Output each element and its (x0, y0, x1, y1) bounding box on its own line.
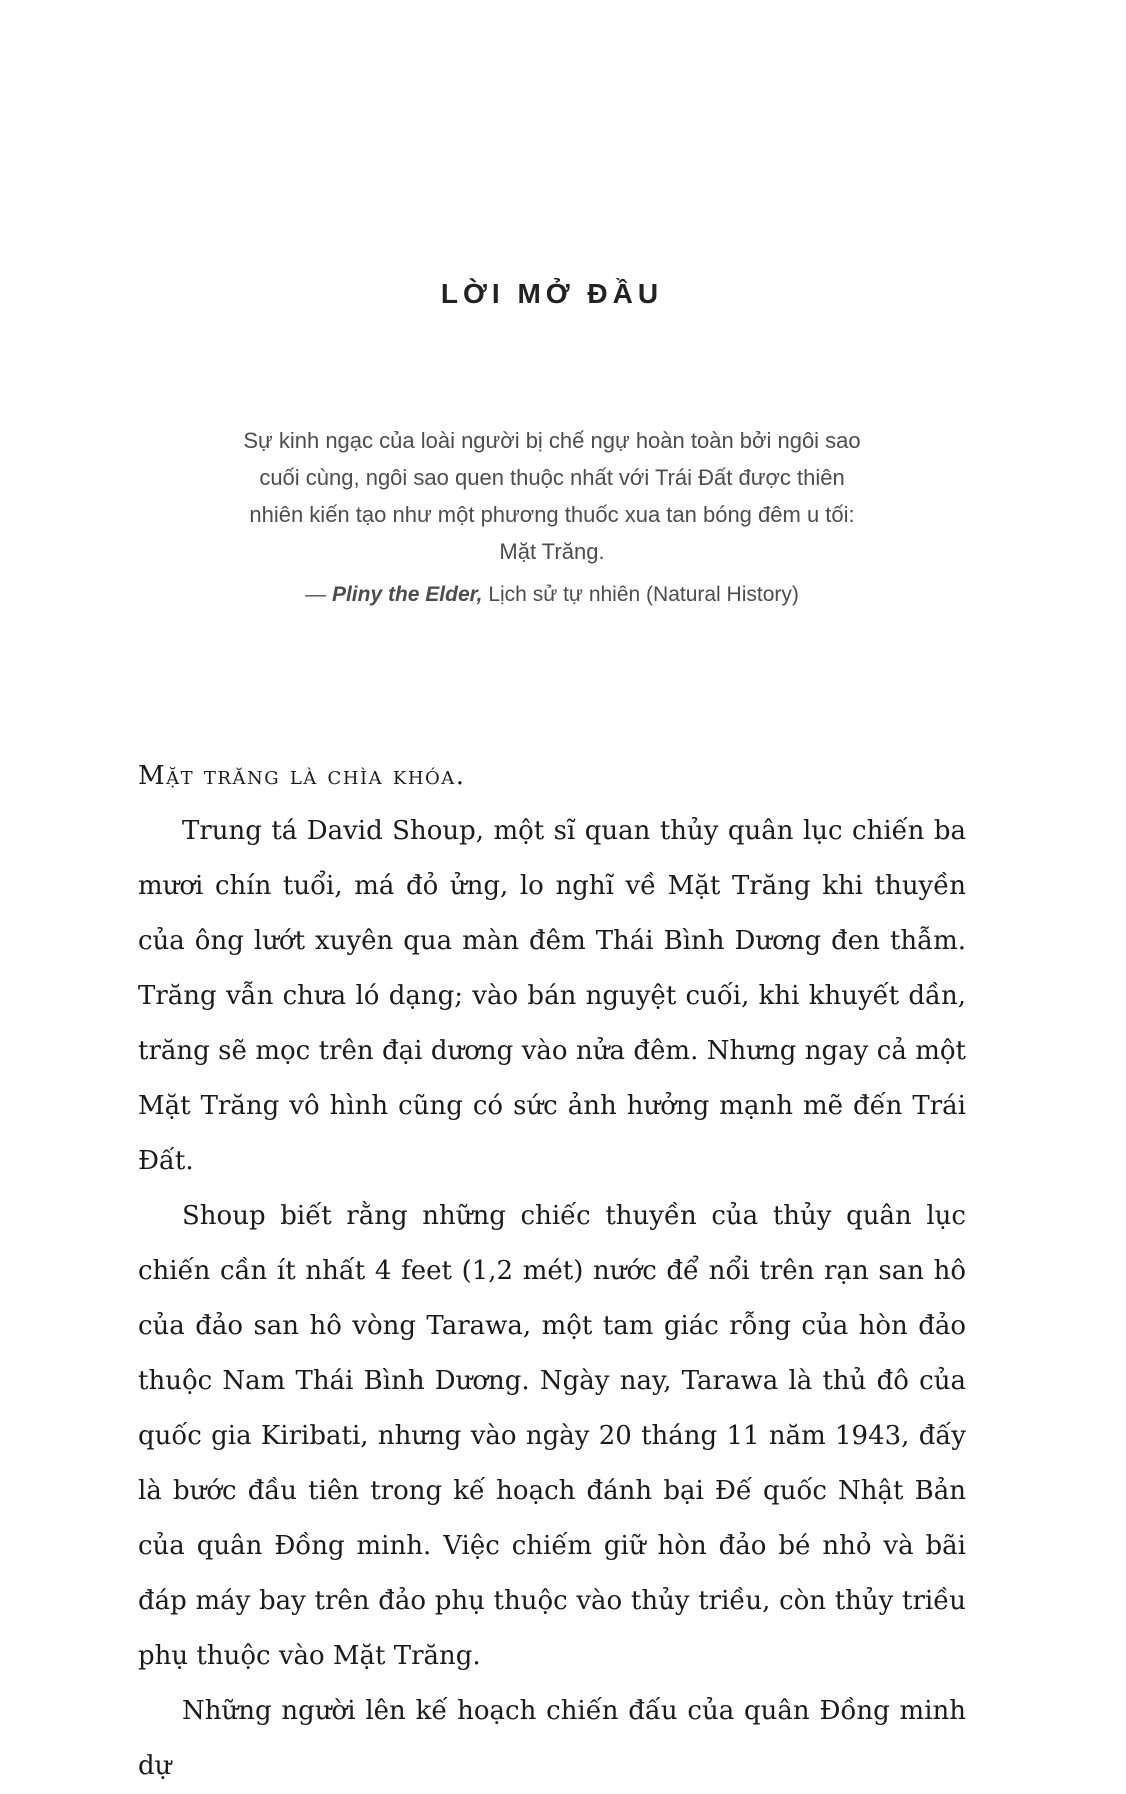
body-paragraph: Shoup biết rằng những chiếc thuyền của thủy quân lục chiến cần ít nhất 4 feet (1,2 mét) nước để nổi trên rạn san hô của đảo san hô vòng Tarawa, một tam giác rỗng của hòn đảo thuộc Nam Thái Bình Dương. Ngày nay, Tarawa là thủ đô của quốc gia Kiribati, nhưng vào ngày 20 tháng 11 năm 1943, đấy là bước đầu tiên trong kế hoạch đánh bại Đế quốc Nhật Bản của quân Đồng minh. Việc chiếm giữ hòn đảo bé nhỏ và bãi đáp máy bay trên đảo phụ thuộc vào thủy triều, còn thủy triều phụ thuộc vào Mặt Trăng. (138, 1201, 966, 1671)
attribution-author: Pliny the Elder, (331, 583, 483, 606)
attribution-dash: — (305, 583, 332, 606)
epigraph-line: Sự kinh ngạc của loài người bị chế ngự hoàn toàn bởi ngôi sao (243, 428, 861, 453)
body-paragraph: Trung tá David Shoup, một sĩ quan thủy quân lục chiến ba mươi chín tuổi, má đỏ ửng, lo nghĩ về Mặt Trăng khi thuyền của ông lướt xuyên qua màn đêm Thái Bình Dương đen thẫm. Trăng vẫn chưa ló dạng; vào bán nguyệt cuối, khi khuyết dần, trăng sẽ mọc trên đại dương vào nửa đêm. Nhưng ngay cả một Mặt Trăng vô hình cũng có sức ảnh hưởng mạnh mẽ đến Trái Đất. (138, 816, 966, 1176)
epigraph-line: Mặt Trăng. (499, 539, 605, 564)
attribution-work: Lịch sử tự nhiên (Natural History) (482, 583, 799, 606)
epigraph-attribution (138, 583, 966, 607)
epigraph (192, 422, 912, 570)
page-title: LỜI MỞ ĐẦU (440, 278, 664, 309)
epigraph-line: cuối cùng, ngôi sao quen thuộc nhất với Trái Đất được thiên (259, 465, 845, 490)
body-text (138, 749, 966, 1794)
epigraph-line: nhiên kiến tạo như một phương thuốc xua tan bóng đêm u tối: (249, 502, 855, 527)
body-opening-line: Mặt trăng là chìa khóa. (138, 761, 466, 791)
body-paragraph: Những người lên kế hoạch chiến đấu của quân Đồng minh dự (138, 1696, 966, 1781)
